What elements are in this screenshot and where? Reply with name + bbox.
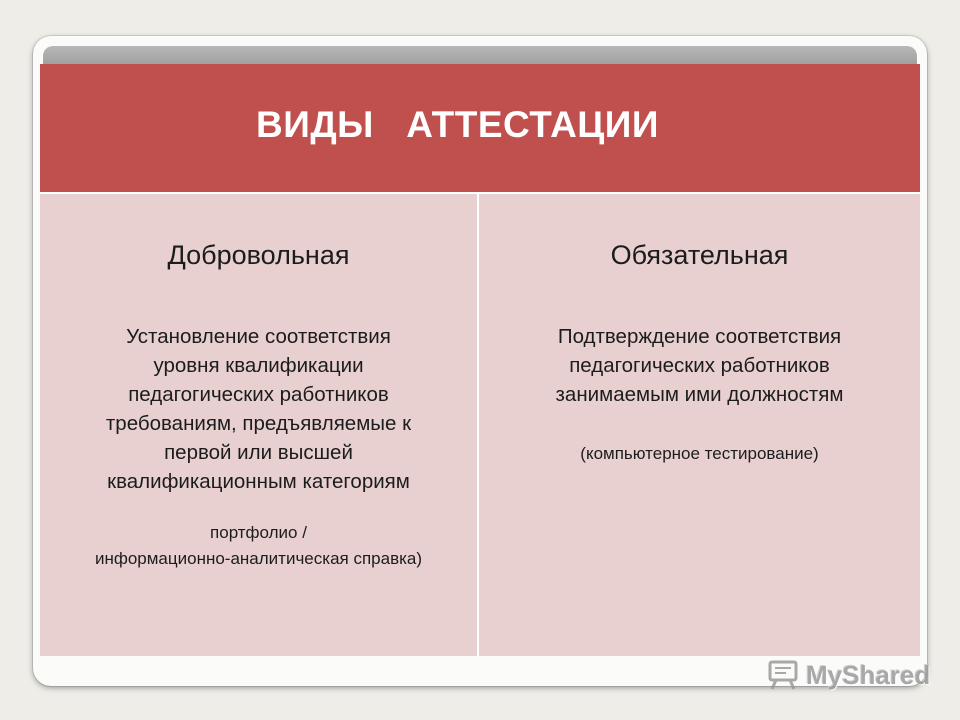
voluntary-cell xyxy=(40,194,479,656)
voluntary-note: портфолио / информационно-аналитическая справка) xyxy=(94,523,423,568)
slide-title: ВИДЫ АТТЕСТАЦИИ xyxy=(256,104,659,145)
table-header xyxy=(40,64,920,194)
watermark-text: MyShared xyxy=(806,659,931,690)
voluntary-heading: Добровольная xyxy=(167,240,350,270)
mandatory-heading: Обязательная xyxy=(610,240,789,270)
mandatory-note: (компьютерное тестирование) xyxy=(580,444,819,463)
mandatory-cell xyxy=(479,194,920,656)
mandatory-description: Подтверждение соответствия педагогических работников занимаемым ими должностям xyxy=(555,325,844,406)
presentation-board-icon xyxy=(766,658,800,692)
watermark xyxy=(766,658,930,692)
attestation-table xyxy=(40,64,920,656)
voluntary-description: Установление соответствия уровня квалификации педагогических работников требованиям, предъявляемые к первой или высшей квалификационным категориям xyxy=(105,325,412,493)
